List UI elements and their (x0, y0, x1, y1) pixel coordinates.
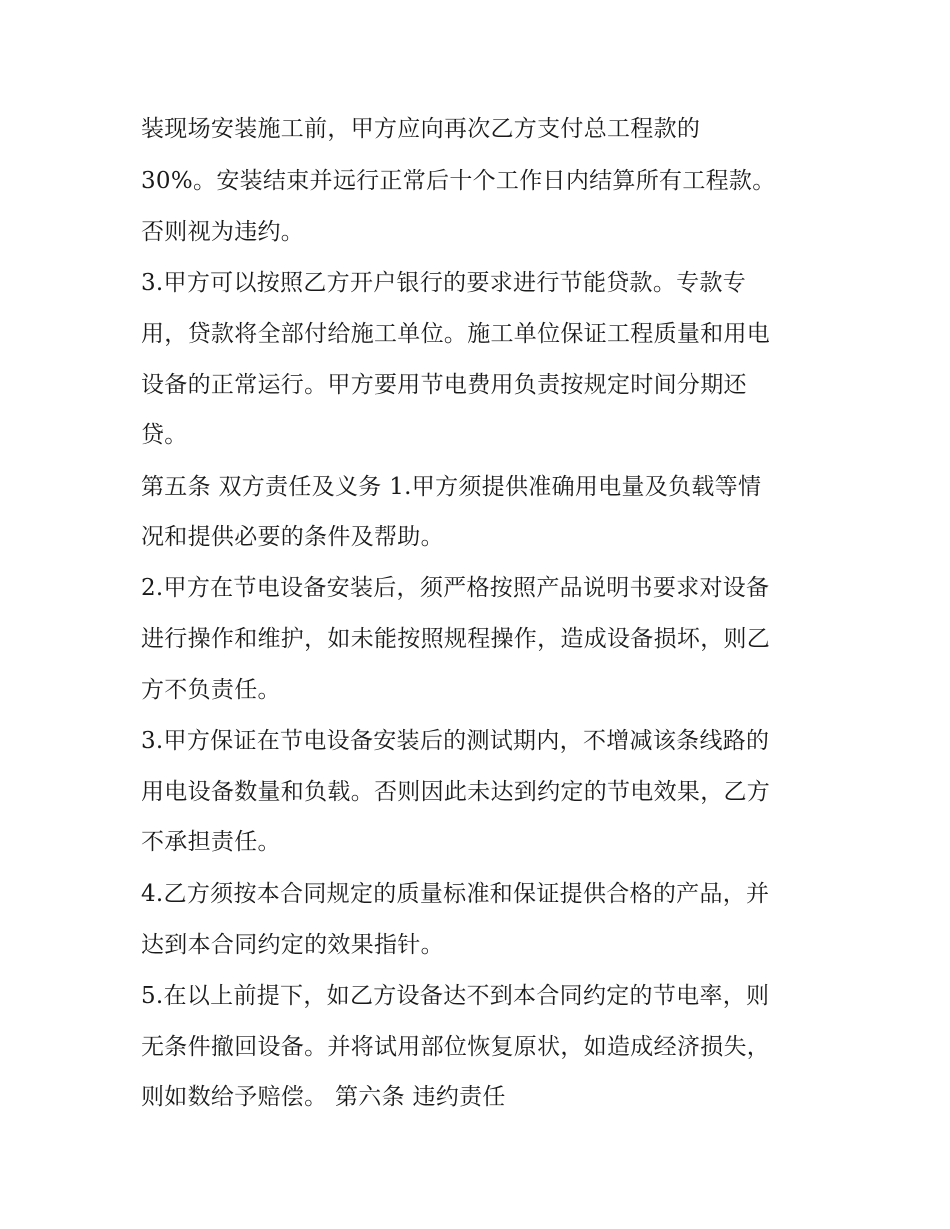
text-line: 达到本合同约定的效果指针。 (141, 932, 444, 958)
text-line: 不承担责任。 (141, 829, 281, 855)
text-line: 2.甲方在节电设备安装后，须严格按照产品说明书要求对设备 (141, 575, 770, 601)
text-line: 第五条 双方责任及义务 1.甲方须提供准确用电量及负载等情 (141, 474, 762, 500)
text-line: 进行操作和维护，如未能按照规程操作，造成设备损坏，则乙 (141, 626, 771, 652)
text-line: 用电设备数量和负载。否则因此未达到约定的节电效果，乙方 (141, 779, 771, 805)
text-line: 3.甲方保证在节电设备安装后的测试期内，不增减该条线路的 (141, 728, 770, 754)
text-line: 方不负责任。 (141, 677, 281, 703)
text-line: 用，贷款将全部付给施工单位。施工单位保证工程质量和用电 (141, 321, 771, 347)
text-line: 无条件撤回设备。并将试用部位恢复原状，如造成经济损失， (141, 1034, 771, 1060)
text-line: 设备的正常运行。甲方要用节电费用负责按规定时间分期还 (141, 372, 747, 398)
text-line: 3.甲方可以按照乙方开户银行的要求进行节能贷款。专款专 (141, 270, 747, 296)
text-line: 4.乙方须按本合同规定的质量标准和保证提供合格的产品，并 (141, 881, 770, 907)
text-line: 装现场安装施工前，甲方应向再次乙方支付总工程款的 (141, 116, 701, 142)
text-line: 贷。 (141, 422, 188, 448)
text-line: 30%。安装结束并远行正常后十个工作日内结算所有工程款。 (141, 168, 776, 194)
text-line: 况和提供必要的条件及帮助。 (141, 524, 444, 550)
text-line: 5.在以上前提下，如乙方设备达不到本合同约定的节电率，则 (141, 983, 770, 1009)
text-line: 则如数给予赔偿。 第六条 违约责任 (141, 1084, 506, 1110)
text-line: 否则视为违约。 (141, 219, 305, 245)
